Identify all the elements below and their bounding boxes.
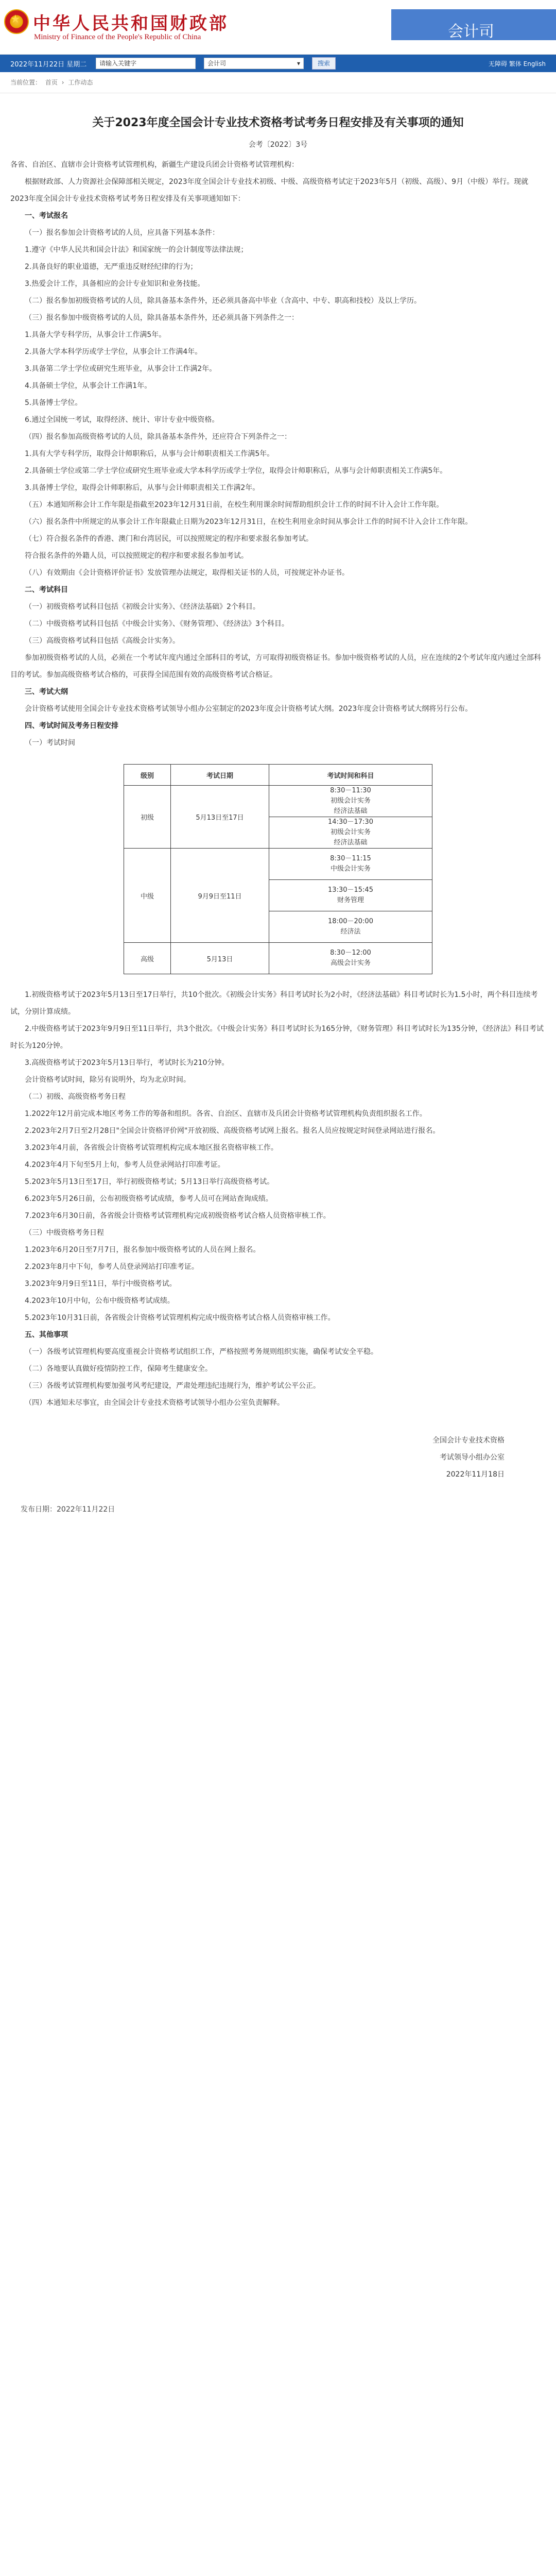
release-date: 发布日期：2022年11月22日 — [21, 1505, 115, 1514]
exam-date: 5月13日 — [171, 943, 269, 974]
search-input[interactable]: 请输入关键字 — [96, 58, 196, 69]
slot-time: 8:30－11:15 — [330, 855, 371, 862]
section-4-body — [10, 987, 546, 1327]
table-row — [124, 943, 432, 974]
slot-subjects: 初级会计实务 经济法基础 — [330, 828, 371, 846]
document-number: 会考〔2022〕3号 — [248, 141, 308, 149]
breadcrumb — [0, 72, 556, 93]
paragraph: （二）各地要认真做好疫情防控工作，保障考生健康安全。 — [25, 1365, 212, 1373]
table-header: 考试日期 — [171, 765, 269, 786]
table-header: 考试时间和科目 — [269, 765, 432, 786]
paragraph: 7.2023年6月30日前，各省级会计资格考试管理机构完成初级资格考试合格人员资格审核工作。 — [25, 1212, 331, 1220]
section-title: 四、考试时间及考务日程安排 — [25, 722, 118, 730]
paragraph: 1.2022年12月前完成本地区考务工作的筹备和组织。各省、自治区、直辖市及兵团会计资格考试管理机构负责组织报名工作。 — [25, 1110, 427, 1118]
paragraph: 4.2023年10月中旬，公布中级资格考试成绩。 — [25, 1297, 175, 1305]
signature-line: 考试领导小组办公室 — [440, 1453, 505, 1462]
paragraph: 3.2023年9月9日至11日，举行中级资格考试。 — [25, 1280, 177, 1288]
slot-subjects: 高级会计实务 — [330, 959, 371, 967]
slot-subjects: 中级会计实务 — [330, 865, 371, 873]
paragraph: 1.遵守《中华人民共和国会计法》和国家统一的会计制度等法律法规； — [25, 246, 248, 254]
paragraph: （三）各级考试管理机构要加强考风考纪建设，严肃处理违纪违规行为，维护考试公平公正。 — [25, 1382, 320, 1390]
time-slot — [269, 943, 432, 974]
paragraph: 6.通过全国统一考试，取得经济、统计、审计专业中级资格。 — [25, 416, 219, 424]
paragraph: 4.2023年4月下旬至5月上旬，参考人员登录网站打印准考证。 — [25, 1161, 225, 1169]
paragraph: 根据财政部、人力资源社会保障部相关规定，2023年度全国会计专业技术初级、中级、高级资格考试定于2023年5月（初级、高级）、9月（中级）举行。现就2023年度全国会计专业技术资格考试考务日程安排及有关事项通知如下： — [10, 178, 529, 203]
signature-line: 全国会计专业技术资格 — [432, 1436, 505, 1445]
paragraph: （三）报名参加中级资格考试的人员，除具备基本条件外，还必须具备下列条件之一： — [25, 314, 299, 322]
ministry-name-cn: 中华人民共和国财政部 — [33, 13, 229, 34]
paragraph: （二）中级资格考试科目包括《中级会计实务》、《财务管理》、《经济法》3个科目。 — [25, 620, 289, 628]
paragraph: （二）初级、高级资格考务日程 — [25, 1093, 126, 1101]
article-body — [10, 114, 546, 1550]
paragraph: （三）中级资格考务日程 — [25, 1229, 104, 1237]
time-slot — [269, 911, 432, 942]
intro-section — [10, 157, 546, 208]
paragraph: 2.中级资格考试于2023年9月9日至11日举行，共3个批次。《中级会计实务》科目考试时长为165分钟，《财务管理》科目考试时长为135分钟，《经济法》科目考试时长为120分钟。 — [10, 1025, 544, 1050]
search-scope-select[interactable]: 会计司 ▾ — [204, 58, 304, 69]
paragraph: （一）初级资格考试科目包括《初级会计实务》、《经济法基础》2个科目。 — [25, 603, 260, 611]
subsection-title: （一）考试时间 — [25, 739, 75, 747]
paragraph: 5.具备博士学位。 — [25, 399, 82, 407]
exam-slots — [269, 943, 432, 974]
time-slot — [269, 849, 432, 880]
paragraph: 2.2023年2月7日至2月28日"全国会计资格评价网"开放初级、高级资格考试网上报名。报名人员应按规定时间登录网站进行报名。 — [25, 1127, 440, 1135]
paragraph: 3.高级资格考试于2023年5月13日举行，考试时长为210分钟。 — [25, 1059, 229, 1067]
slot-time: 8:30－12:00 — [330, 949, 371, 957]
section-5-body — [10, 1344, 546, 1412]
paragraph: 2.具备大学本科学历或学士学位，从事会计工作满4年。 — [25, 348, 202, 356]
section-title: 五、其他事项 — [25, 1331, 68, 1339]
footer-space — [10, 1514, 546, 1550]
section-title: 二、考试科目 — [25, 586, 68, 594]
paragraph: 1.具备大学专科学历，从事会计工作满5年。 — [25, 331, 166, 339]
paragraph: 4.具备硕士学位，从事会计工作满1年。 — [25, 382, 152, 390]
paragraph: 2.具备硕士学位或第二学士学位或研究生班毕业或大学本科学历或学士学位，取得会计师职称后，从事与会计师职责相关工作满5年。 — [25, 467, 447, 475]
paragraph: （一）各级考试管理机构要高度重视会计资格考试组织工作，严格按照考务规则组织实施，确保考试安全平稳。 — [25, 1348, 378, 1356]
national-emblem-icon — [4, 9, 29, 34]
paragraph: 3.具备第二学士学位或研究生班毕业，从事会计工作满2年。 — [25, 365, 217, 373]
paragraph: 3.2023年4月前，各省级会计资格考试管理机构完成本地区报名资格审核工作。 — [25, 1144, 278, 1152]
paragraph: 6.2023年5月26日前，公布初级资格考试成绩，参考人员可在网站查询成绩。 — [25, 1195, 273, 1203]
paragraph: 符合报名条件的外籍人员，可以按照规定的程序和要求报名参加考试。 — [25, 552, 248, 560]
paragraph: 1.2023年6月20日至7月7日，报名参加中级资格考试的人员在网上报名。 — [25, 1246, 260, 1254]
exam-schedule-table — [124, 764, 432, 974]
section-title: 三、考试大纲 — [25, 688, 68, 696]
paragraph: 会计资格考试时间，除另有说明外，均为北京时间。 — [25, 1076, 190, 1084]
exam-slots — [269, 786, 432, 849]
search-button[interactable]: 搜索 — [312, 57, 336, 70]
paragraph: （四）本通知未尽事宜，由全国会计专业技术资格考试领导小组办公室负责解释。 — [25, 1399, 284, 1407]
slot-time: 14:30－17:30 — [328, 818, 373, 826]
slot-subjects: 经济法 — [340, 928, 361, 936]
breadcrumb-label: 当前位置： — [10, 79, 42, 86]
slot-subjects: 财务管理 — [337, 896, 364, 904]
paragraph: （二）报名参加初级资格考试的人员，除具备基本条件外，还必须具备高中毕业（含高中、中专、职高和技校）及以上学历。 — [25, 297, 421, 305]
time-slot — [269, 786, 432, 817]
exam-level: 初级 — [124, 786, 171, 849]
paragraph: 参加初级资格考试的人员，必须在一个考试年度内通过全部科目的考试，方可取得初级资格证书。参加中级资格考试的人员，应在连续的2个考试年度内通过全部科目的考试。参加高级资格考试合格的，可获得全国范围有效的高级资格考试合格证。 — [10, 654, 541, 679]
current-date: 2022年11月22日 星期二 — [10, 60, 87, 69]
paragraph: 3.热爱会计工作，具备相应的会计专业知识和业务技能。 — [25, 280, 205, 288]
paragraph: 2.2023年8月中下旬，参考人员登录网站打印准考证。 — [25, 1263, 199, 1271]
paragraph: 2.具备良好的职业道德，无严重违反财经纪律的行为； — [25, 263, 198, 271]
nav-links[interactable]: 无障碍 繁体 English — [489, 60, 546, 67]
breadcrumb-home[interactable]: 首页 — [45, 79, 58, 86]
section-1-body — [10, 225, 546, 582]
paragraph: 1.初级资格考试于2023年5月13日至17日举行，共10个批次。《初级会计实务》科目考试时长为2小时，《经济法基础》科目考试时长为1.5小时，两个科目连续考试，分别计算成绩。 — [10, 991, 538, 1016]
top-navbar — [0, 55, 556, 72]
paragraph: （七）符合报名条件的香港、澳门和台湾居民，可以按照规定的程序和要求报名参加考试。 — [25, 535, 313, 543]
exam-level: 中级 — [124, 849, 171, 943]
section-2-body — [10, 599, 546, 684]
section-title: 一、考试报名 — [25, 212, 68, 220]
signature-date: 2022年11月18日 — [446, 1470, 505, 1479]
paragraph: 各省、自治区、直辖市会计资格考试管理机构，新疆生产建设兵团会计资格考试管理机构： — [10, 161, 299, 169]
section-3-body — [10, 701, 546, 718]
table-header: 级别 — [124, 765, 171, 786]
department-name[interactable]: 会计司 — [448, 23, 494, 41]
signature-block — [10, 1432, 546, 1483]
exam-level: 高级 — [124, 943, 171, 974]
paragraph: （四）报名参加高级资格考试的人员，除具备基本条件外，还应符合下列条件之一： — [25, 433, 291, 441]
slot-time: 13:30－15:45 — [328, 886, 373, 894]
breadcrumb-current[interactable]: 工作动态 — [68, 79, 93, 86]
table-row — [124, 849, 432, 943]
paragraph: （八）有效期由《会计资格评价证书》发放管理办法规定，取得相关证书的人员，可按规定补办证书。 — [25, 569, 349, 577]
paragraph: 3.具备博士学位，取得会计师职称后，从事与会计师职责相关工作满2年。 — [25, 484, 260, 492]
paragraph: （三）高级资格考试科目包括《高级会计实务》。 — [25, 637, 180, 645]
paragraph: （一）报名参加会计资格考试的人员，应具备下列基本条件： — [25, 229, 219, 237]
slot-subjects: 初级会计实务 经济法基础 — [330, 797, 371, 815]
paragraph: 1.具有大学专科学历，取得会计师职称后，从事与会计师职责相关工作满5年。 — [25, 450, 274, 458]
paragraph: （五）本通知所称会计工作年限是指截至2023年12月31日前，在校生利用课余时间帮助组织会计工作的时间不计入会计工作年限。 — [25, 501, 444, 509]
paragraph: 5.2023年5月13日至17日，举行初级资格考试；5月13日举行高级资格考试。 — [25, 1178, 274, 1186]
exam-date: 9月9日至11日 — [171, 849, 269, 943]
slot-time: 18:00－20:00 — [328, 918, 373, 925]
time-slot — [269, 817, 432, 848]
paragraph: 会计资格考试使用全国会计专业技术资格考试领导小组办公室制定的2023年度会计资格考试大纲。2023年度会计资格考试大纲将另行公布。 — [25, 705, 473, 713]
breadcrumb-sep: › — [61, 79, 64, 86]
table-row — [124, 786, 432, 849]
exam-slots — [269, 849, 432, 943]
slot-time: 8:30－11:30 — [330, 787, 371, 794]
time-slot — [269, 880, 432, 911]
exam-date: 5月13日至17日 — [171, 786, 269, 849]
paragraph: （六）报名条件中所规定的从事会计工作年限截止日期为2023年12月31日，在校生利用业余时间从事会计工作的时间不计入会计工作年限。 — [25, 518, 473, 526]
ministry-name-en: Ministry of Finance of the People's Republic of China — [34, 33, 201, 41]
paragraph: 5.2023年10月31日前，各省级会计资格考试管理机构完成中级资格考试合格人员资格审核工作。 — [25, 1314, 335, 1322]
page-title: 关于2023年度全国会计专业技术资格考试考务日程安排及有关事项的通知 — [92, 116, 464, 129]
site-header — [0, 0, 556, 55]
